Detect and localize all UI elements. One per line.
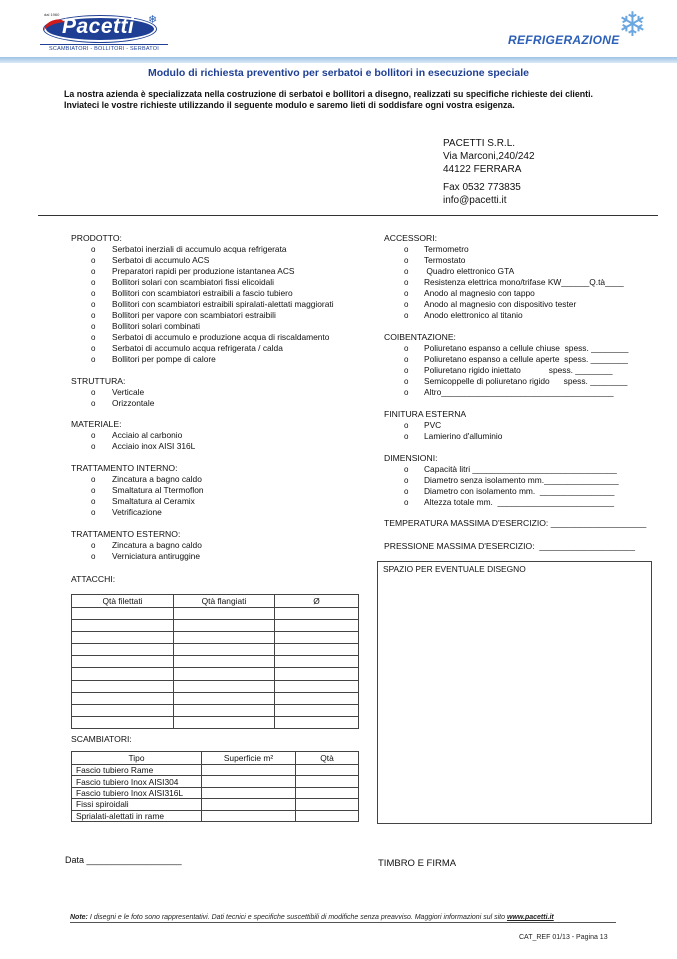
- table-cell[interactable]: [275, 668, 359, 680]
- list-item[interactable]: o Diametro con isolamento mm. ________________: [404, 486, 615, 496]
- page-title: Modulo di richiesta preventivo per serbatoi e bollitori in esecuzione speciale: [147, 67, 529, 79]
- list-item[interactable]: o Bollitori per vapore con scambiatori estraibili: [91, 310, 276, 320]
- struttura-title: STRUTTURA:: [71, 376, 126, 386]
- table-cell[interactable]: [174, 668, 275, 680]
- table-cell[interactable]: [275, 656, 359, 668]
- list-item[interactable]: o Acciaio al carbonio: [91, 430, 183, 440]
- accessori-list: [404, 244, 624, 321]
- list-item[interactable]: o Serbatoi di accumulo e produzione acqua di riscaldamento: [91, 332, 330, 342]
- list-item[interactable]: o Verticale: [91, 387, 145, 397]
- address-city: 44122 FERRARA: [443, 164, 522, 175]
- header-superficie: Superficie m²: [202, 752, 296, 765]
- table-row[interactable]: [72, 704, 359, 716]
- table-cell[interactable]: [174, 620, 275, 632]
- list-item[interactable]: o Smaltatura al Ceramix: [91, 496, 195, 506]
- attacchi-title: ATTACCHI:: [71, 574, 116, 584]
- list-item[interactable]: o PVC: [404, 420, 442, 430]
- table-cell[interactable]: [296, 765, 359, 776]
- table-cell-tipo: Fissi spiroidali: [72, 799, 202, 810]
- list-item[interactable]: o Altro_____________________________________: [404, 387, 614, 397]
- date-field[interactable]: Data ___________________: [65, 855, 182, 865]
- logo-snowflake-icon: ❄: [148, 14, 158, 26]
- list-item[interactable]: o Serbatoi di accumulo acqua refrigerata / calda: [91, 343, 283, 353]
- stamp-signature-label: TIMBRO E FIRMA: [378, 858, 457, 869]
- table-cell[interactable]: [174, 716, 275, 728]
- finitura-list: [404, 420, 502, 442]
- header-band: [0, 57, 677, 63]
- table-cell[interactable]: [275, 620, 359, 632]
- coibentazione-title: COIBENTAZIONE:: [384, 332, 456, 342]
- table-cell[interactable]: [72, 716, 174, 728]
- list-item[interactable]: o Serbatoi di accumulo ACS: [91, 255, 210, 265]
- address-company: PACETTI S.R.L.: [443, 138, 516, 149]
- table-cell[interactable]: [174, 644, 275, 656]
- logo-subtitle: SCAMBIATORI - BOLLITORI - SERBATOI: [40, 44, 168, 52]
- list-item[interactable]: o Anodo al magnesio con tappo: [404, 288, 535, 298]
- list-item[interactable]: o Altezza totale mm. _________________________: [404, 497, 614, 507]
- pressione-field[interactable]: PRESSIONE MASSIMA D'ESERCIZIO: ____________________: [384, 541, 635, 551]
- temperatura-field[interactable]: TEMPERATURA MASSIMA D'ESERCIZIO: ____________________: [384, 518, 647, 528]
- materiale-title: MATERIALE:: [71, 419, 122, 429]
- list-item[interactable]: o Anodo al magnesio con dispositivo tester: [404, 299, 577, 309]
- table-row[interactable]: [72, 810, 359, 821]
- table-cell[interactable]: [275, 632, 359, 644]
- list-item[interactable]: o Bollitori solari combinati: [91, 321, 200, 331]
- list-item[interactable]: o Anodo elettronico al titanio: [404, 310, 523, 320]
- table-row[interactable]: [72, 608, 359, 620]
- list-item[interactable]: o Termometro: [404, 244, 469, 254]
- table-cell[interactable]: [174, 704, 275, 716]
- note-label: Note:: [70, 914, 88, 921]
- table-row[interactable]: [72, 656, 359, 668]
- prodotto-title: PRODOTTO:: [71, 233, 122, 243]
- list-item[interactable]: o Bollitori solari con scambiatori fissi elicoidali: [91, 277, 274, 287]
- address-street: Via Marconi,240/242: [443, 151, 535, 162]
- materiale-list: [91, 430, 195, 452]
- snowflake-icon: ❄: [618, 6, 647, 44]
- list-item[interactable]: o Vetrificazione: [91, 507, 162, 517]
- finitura-title: FINITURA ESTERNA: [384, 409, 467, 419]
- table-cell[interactable]: [174, 608, 275, 620]
- table-cell[interactable]: [202, 799, 296, 810]
- table-cell[interactable]: [72, 668, 174, 680]
- list-item[interactable]: o Bollitori con scambiatori estraibili a fascio tubiero: [91, 288, 293, 298]
- list-item[interactable]: o Resistenza elettrica mono/trifase KW______Q.tà____: [404, 277, 624, 287]
- table-cell[interactable]: [174, 632, 275, 644]
- note-site-link[interactable]: www.pacetti.it: [506, 914, 554, 921]
- header-qta-filettati: Qtà filettati: [72, 595, 174, 608]
- drawing-area-label: SPAZIO PER EVENTUALE DISEGNO: [383, 564, 526, 574]
- list-item[interactable]: o Verniciatura antiruggine: [91, 551, 200, 561]
- table-cell[interactable]: [174, 692, 275, 704]
- table-cell[interactable]: [72, 632, 174, 644]
- list-item[interactable]: o Poliuretano rigido iniettato spess. ________: [404, 365, 613, 375]
- table-row[interactable]: [72, 644, 359, 656]
- scambiatori-title: SCAMBIATORI:: [71, 734, 132, 744]
- table-row[interactable]: [72, 776, 359, 787]
- scambiatori-table: [71, 751, 359, 822]
- list-item[interactable]: o Lamierino d'alluminio: [404, 431, 503, 441]
- table-cell[interactable]: [275, 644, 359, 656]
- table-cell[interactable]: [296, 810, 359, 821]
- list-item[interactable]: o Orizzontale: [91, 398, 155, 408]
- list-item[interactable]: o Serbatoi inerziali di accumulo acqua refrigerata: [91, 244, 287, 254]
- separator: [38, 215, 658, 216]
- table-cell[interactable]: [202, 776, 296, 787]
- table-cell-tipo: Sprialati-alettati in rame: [72, 810, 202, 821]
- table-cell[interactable]: [275, 608, 359, 620]
- attacchi-table: [71, 594, 359, 729]
- table-header-row: [72, 595, 359, 608]
- table-row[interactable]: [72, 692, 359, 704]
- list-item[interactable]: o Poliuretano espanso a cellule chiuse spess. ________: [404, 343, 629, 353]
- table-row[interactable]: [72, 632, 359, 644]
- table-cell-tipo: Fascio tubiero Rame: [72, 765, 202, 776]
- table-cell[interactable]: [202, 787, 296, 798]
- catalog-reference: CAT_REF 01/13 - Pagina 13: [519, 934, 608, 941]
- dimensioni-title: DIMENSIONI:: [384, 453, 438, 463]
- table-cell-tipo: Fascio tubiero Inox AISI316L: [72, 787, 202, 798]
- list-item[interactable]: o Poliuretano espanso a cellule aperte spess. ________: [404, 354, 628, 364]
- table-row[interactable]: [72, 620, 359, 632]
- table-cell[interactable]: [72, 656, 174, 668]
- table-cell[interactable]: [296, 799, 359, 810]
- table-cell[interactable]: [202, 765, 296, 776]
- table-row[interactable]: [72, 799, 359, 810]
- footer-note: [70, 914, 616, 923]
- logo-year: dal 1960: [44, 12, 60, 17]
- list-item[interactable]: o Diametro senza isolamento mm.________________: [404, 475, 619, 485]
- table-cell[interactable]: [72, 608, 174, 620]
- category-label: REFRIGERAZIONE: [508, 33, 620, 47]
- prodotto-list: [91, 244, 334, 365]
- table-row[interactable]: [72, 765, 359, 776]
- table-cell-tipo: Fascio tubiero Inox AISI304: [72, 776, 202, 787]
- list-item[interactable]: o Acciaio inox AISI 316L: [91, 441, 196, 451]
- coibentazione-list: [404, 343, 628, 398]
- drawing-area[interactable]: [377, 561, 652, 824]
- address-fax: Fax 0532 773835: [443, 182, 521, 193]
- header-tipo: Tipo: [72, 752, 202, 765]
- table-cell[interactable]: [72, 644, 174, 656]
- table-row[interactable]: [72, 716, 359, 728]
- list-item[interactable]: o Smaltatura al Ttermoflon: [91, 485, 204, 495]
- note-text: I disegni e le foto sono rappresentativi. Dati tecnici e specifiche suscettibili di modifiche senza preavviso. Maggiori informazioni sul sito: [87, 914, 507, 921]
- list-item[interactable]: o Termostato: [404, 255, 466, 265]
- table-cell[interactable]: [72, 620, 174, 632]
- trattamento-esterno-list: [91, 540, 202, 562]
- table-cell[interactable]: [275, 704, 359, 716]
- table-cell[interactable]: [202, 810, 296, 821]
- struttura-list: [91, 387, 154, 409]
- header-diametro: Ø: [275, 595, 359, 608]
- list-item[interactable]: o Preparatori rapidi per produzione istantanea ACS: [91, 266, 295, 276]
- logo-name: Pacetti: [62, 15, 135, 38]
- trattamento-interno-title: TRATTAMENTO INTERNO:: [71, 463, 178, 473]
- table-row[interactable]: [72, 668, 359, 680]
- table-cell[interactable]: [174, 680, 275, 692]
- table-cell[interactable]: [296, 776, 359, 787]
- table-cell[interactable]: [72, 704, 174, 716]
- list-item[interactable]: o Bollitori con scambiatori estraibili spiralati-alettati maggiorati: [91, 299, 334, 309]
- list-item[interactable]: o Quadro elettronico GTA: [404, 266, 515, 276]
- table-cell[interactable]: [275, 692, 359, 704]
- trattamento-interno-list: [91, 474, 204, 518]
- list-item[interactable]: o Capacità litri _______________________________: [404, 464, 617, 474]
- table-cell[interactable]: [174, 656, 275, 668]
- accessori-title: ACCESSORI:: [384, 233, 438, 243]
- dimensioni-list: [404, 464, 619, 508]
- header-qta: Qtà: [296, 752, 359, 765]
- list-item[interactable]: o Zincatura a bagno caldo: [91, 540, 202, 550]
- trattamento-esterno-title: TRATTAMENTO ESTERNO:: [71, 529, 181, 539]
- intro-text: La nostra azienda è specializzata nella costruzione di serbatoi e bollitori a disegno, realizzati su specifiche richieste dei clienti. Inviateci le vostre richieste utilizzando il seguente modulo e saremo lieti di soddisfare ogni vostra esigenza.: [64, 89, 593, 110]
- table-cell[interactable]: [72, 680, 174, 692]
- table-cell[interactable]: [275, 716, 359, 728]
- table-cell[interactable]: [296, 787, 359, 798]
- list-item[interactable]: o Bollitori per pompe di calore: [91, 354, 216, 364]
- table-row[interactable]: [72, 787, 359, 798]
- table-header-row: [72, 752, 359, 765]
- header-qta-flangiati: Qtà flangiati: [174, 595, 275, 608]
- table-row[interactable]: [72, 680, 359, 692]
- table-cell[interactable]: [275, 680, 359, 692]
- list-item[interactable]: o Zincatura a bagno caldo: [91, 474, 202, 484]
- address-email[interactable]: info@pacetti.it: [443, 195, 507, 206]
- list-item[interactable]: o Semicoppelle di poliuretano rigido spess. ________: [404, 376, 628, 386]
- table-cell[interactable]: [72, 692, 174, 704]
